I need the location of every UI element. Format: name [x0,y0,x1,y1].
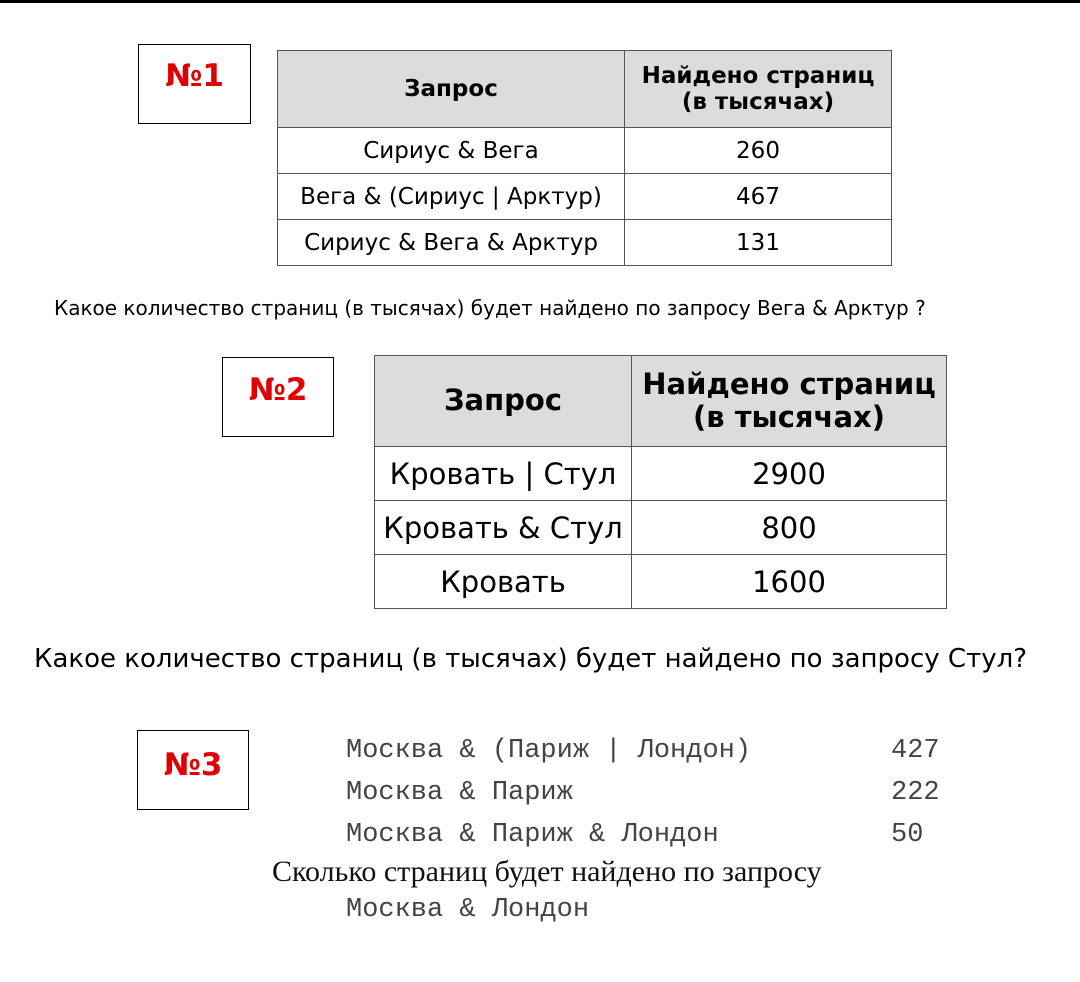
top-border-line [0,0,1080,3]
problem-2-table [374,355,947,609]
problem-3-number: №3 [163,747,223,783]
table-header-row [278,51,892,128]
table-row [375,501,947,555]
problem-2-badge [222,357,334,437]
problem-3-query: Москва & Лондон [346,895,590,925]
problem-3-badge [137,730,249,810]
problem-2-question: Какое количество страниц (в тысячах) будет найдено по запросу Стул? [34,644,1028,674]
count-cell: 2900 [632,447,947,501]
list-item [346,730,940,772]
count-text: 427 [891,736,940,766]
table-row [375,447,947,501]
list-item [346,814,924,856]
problem-2-number: №2 [248,372,308,408]
count-text: 222 [891,778,940,808]
query-text: Москва & Париж [346,778,573,808]
query-cell: Сириус & Вега [278,128,625,174]
problem-1-number: №1 [165,58,224,94]
table-row [278,174,892,220]
count-cell: 131 [625,220,892,266]
problem-3-results [346,730,940,856]
header-pages-found-text: Найдено страниц (в тысячах) [642,366,936,434]
table-row [375,555,947,609]
count-cell: 800 [632,501,947,555]
count-cell: 1600 [632,555,947,609]
header-query: Запрос [375,356,632,447]
problem-1-badge [138,44,251,124]
header-pages-found-text: Найдено страниц (в тысячах) [641,62,875,115]
count-text: 50 [891,820,924,850]
header-pages-found [632,356,947,447]
table-row [278,220,892,266]
query-text: Москва & (Париж | Лондон) [346,736,752,766]
table-row [278,128,892,174]
query-cell: Вега & (Сириус | Арктур) [278,174,625,220]
problem-3-question: Сколько страниц будет найдено по запросу [272,855,822,888]
problem-1-table [277,50,892,266]
count-cell: 467 [625,174,892,220]
query-cell: Кровать [375,555,632,609]
problem-1-question: Какое количество страниц (в тысячах) будет найдено по запросу Вега & Арктур ? [54,296,926,320]
query-cell: Кровать & Стул [375,501,632,555]
query-text: Москва & Париж & Лондон [346,820,719,850]
query-cell: Сириус & Вега & Арктур [278,220,625,266]
header-pages-found [625,51,892,128]
table-header-row [375,356,947,447]
list-item [346,772,940,814]
query-cell: Кровать | Стул [375,447,632,501]
header-query: Запрос [278,51,625,128]
count-cell: 260 [625,128,892,174]
